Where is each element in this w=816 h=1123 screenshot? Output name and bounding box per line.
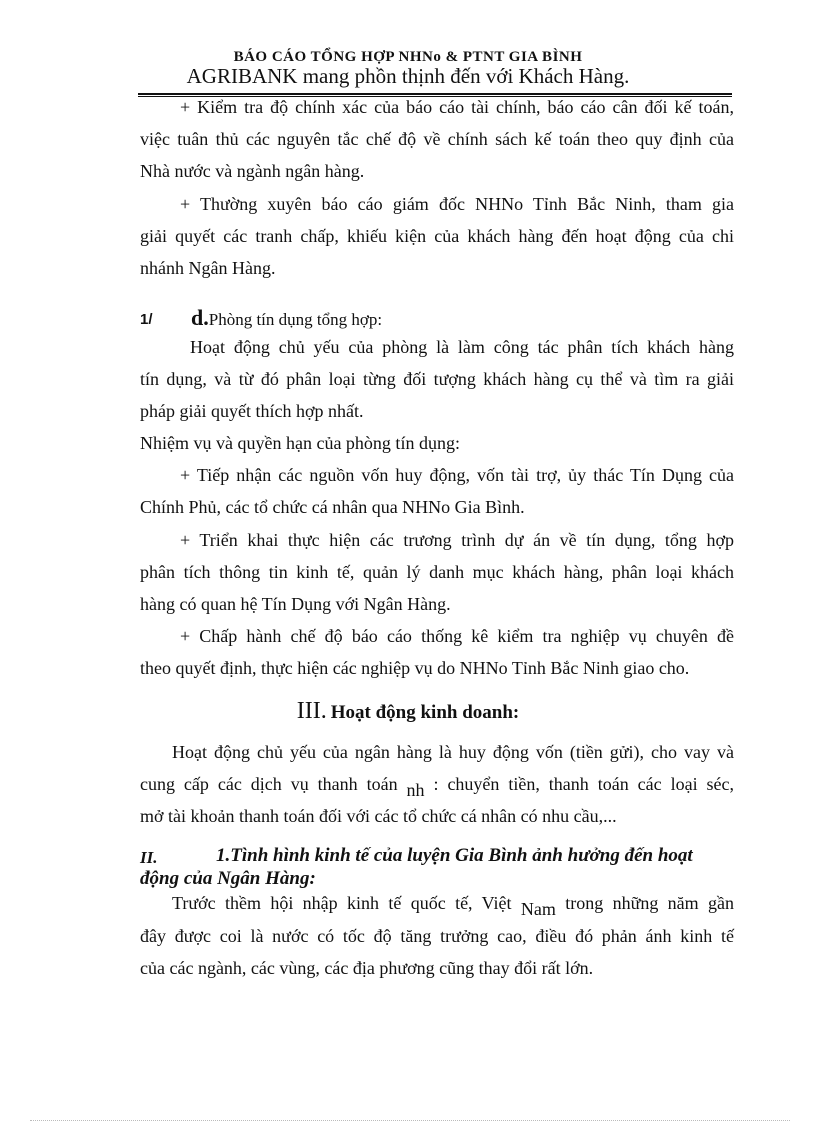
section-3-title: Hoạt động kinh doanh:: [330, 702, 520, 723]
paragraph-5-line-3: hàng có quan hệ Tín Dụng với Ngân Hàng.: [140, 594, 451, 614]
paragraph-3-line-2: tín dụng, và từ đó phân loại từng đối tượng khách hàng cụ thể và tìm ra giải: [140, 369, 734, 389]
paragraph-8-line-1-part-c: trong những năm gần: [565, 893, 735, 913]
paragraph-8-line-3: của các ngành, các vùng, các địa phương cũng thay đổi rất lớn.: [140, 958, 594, 978]
paragraph-4-line-2: Chính Phủ, các tổ chức cá nhân qua NHNo Gia Bình.: [140, 497, 525, 517]
paragraph-1-line-3: Nhà nước và ngành ngân hàng.: [140, 161, 365, 181]
paragraph-6-line-1: + Chấp hành chế độ báo cáo thống kê kiểm tra nghiệp vụ chuyên đề: [180, 626, 734, 646]
paragraph-6-line-2: theo quyết định, thực hiện các nghiệp vụ do NHNo Tỉnh Bắc Ninh giao cho.: [140, 658, 690, 678]
paragraph-8-line-1-part-b: Nam: [520, 899, 556, 919]
paragraph-7-line-2-part-c: : chuyển tiền, thanh toán các loại séc,: [433, 774, 735, 794]
section-3-heading: [0, 698, 816, 725]
paragraph-5-line-2: phân tích thông tin kinh tế, quản lý danh mục khách hàng, phân loại khách: [140, 562, 734, 582]
paragraph-4-line-1: + Tiếp nhận các nguồn vốn huy động, vốn tài trợ, ủy thác Tín Dụng của: [180, 465, 734, 485]
paragraph-1-line-2: việc tuân thủ các nguyên tắc chế độ về chính sách kế toán theo quy định của: [140, 129, 734, 149]
subsection-title-line-1: 1.Tình hình kinh tế của luyện Gia Bình ảnh hưởng đến hoạt: [216, 845, 693, 866]
subsection-title-line-2: động của Ngân Hàng:: [140, 868, 316, 889]
slogan: AGRIBANK mang phồn thịnh đến với Khách Hàng.: [186, 64, 630, 88]
duties-heading: Nhiệm vụ và quyền hạn của phòng tín dụng:: [140, 433, 460, 453]
paragraph-8-line-1: [172, 893, 735, 919]
paragraph-2-line-3: nhánh Ngân Hàng.: [140, 258, 276, 278]
paragraph-5-line-1: + Triển khai thực hiện các trương trình dự án về tín dụng, tổng hợp: [180, 530, 734, 550]
report-title: BÁO CÁO TỔNG HỢP NHNo & PTNT GIA BÌNH: [233, 49, 583, 65]
paragraph-2-line-1: + Thường xuyên báo cáo giám đốc NHNo Tỉnh Bắc Ninh, tham gia: [180, 194, 734, 214]
paragraph-1-line-1: + Kiểm tra độ chính xác của báo cáo tài chính, báo cáo cân đối kế toán,: [180, 97, 734, 117]
section-d-heading: [191, 305, 382, 331]
paragraph-7-line-2-part-a: cung cấp các dịch vụ thanh toán: [140, 774, 398, 794]
paragraph-2-line-2: giải quyết các tranh chấp, khiếu kiện của khách hàng đến hoạt động của chi: [140, 226, 734, 246]
paragraph-7-line-3: mở tài khoản thanh toán đối với các tổ chức cá nhân có nhu cầu,...: [140, 806, 617, 826]
subsection-number: II.: [140, 848, 158, 867]
paragraph-3-line-3: pháp giải quyết thích hợp nhất.: [140, 401, 364, 421]
paragraph-8-line-1-part-a: Trước thềm hội nhập kinh tế quốc tế, Việt: [172, 893, 512, 913]
page-bottom-rule: [30, 1120, 790, 1121]
paragraph-8-line-2: đây được coi là nước có tốc độ tăng trưởng cao, điều đó phản ánh kinh tế: [140, 926, 734, 946]
paragraph-3-line-1: Hoạt động chủ yếu của phòng là làm công tác phân tích khách hàng: [190, 337, 734, 357]
paragraph-7-line-2-part-b: nh: [406, 780, 425, 800]
section-d-letter: d.: [191, 305, 209, 330]
paragraph-7-line-1: Hoạt động chủ yếu của ngân hàng là huy động vốn (tiền gửi), cho vay và: [172, 742, 734, 762]
paragraph-7-line-2: [140, 774, 735, 800]
section-d-title: Phòng tín dụng tổng hợp:: [208, 310, 383, 329]
section-number: 1/: [140, 311, 153, 328]
header-rule-thick: [138, 93, 732, 95]
section-3-roman: III.: [296, 698, 327, 724]
